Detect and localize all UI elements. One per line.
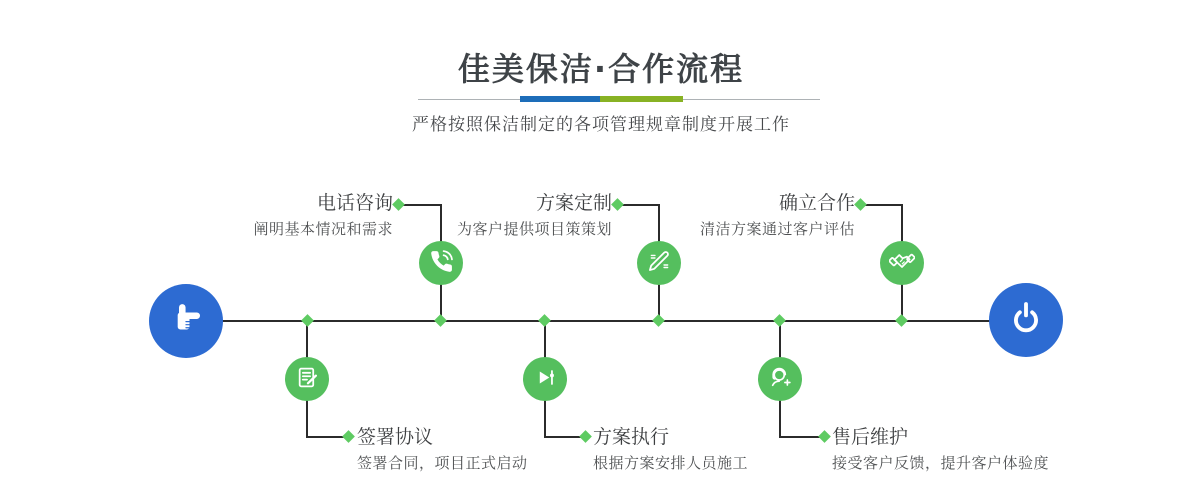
timeline-end-node bbox=[989, 283, 1063, 357]
label-diamond bbox=[392, 198, 405, 211]
junction-diamond bbox=[895, 314, 908, 327]
step-icon-circle bbox=[880, 241, 924, 285]
step-description: 接受客户反馈，提升客户体验度 bbox=[832, 454, 1050, 472]
page-title: 佳美保洁·合作流程 bbox=[457, 50, 745, 88]
step-block-plan-execution bbox=[593, 426, 748, 473]
connector-stub bbox=[399, 204, 441, 206]
title-divider-green-segment bbox=[600, 96, 683, 102]
step-block-plan-customize bbox=[457, 192, 612, 239]
step-icon-circle bbox=[419, 241, 463, 285]
step-label: 方案定制 bbox=[535, 192, 612, 214]
step-label: 售后维护 bbox=[832, 426, 909, 448]
step-block-sign-agreement bbox=[357, 426, 528, 473]
step-label: 签署协议 bbox=[357, 426, 434, 448]
handshake-icon bbox=[889, 248, 915, 278]
junction-diamond bbox=[301, 314, 314, 327]
timeline-start-node bbox=[149, 284, 223, 358]
step-label: 电话咨询 bbox=[316, 192, 393, 214]
step-description: 根据方案安排人员施工 bbox=[593, 454, 749, 472]
step-description: 清洁方案通过客户评估 bbox=[699, 220, 855, 238]
play-slider-icon bbox=[533, 365, 558, 394]
power-icon bbox=[1005, 297, 1047, 343]
junction-diamond bbox=[652, 314, 665, 327]
connector-stub bbox=[618, 204, 659, 206]
title-divider-blue-segment bbox=[520, 96, 600, 102]
step-block-aftersales-maintenance bbox=[832, 426, 1049, 473]
step-label: 确立合作 bbox=[778, 192, 855, 214]
step-icon-circle bbox=[523, 357, 567, 401]
step-icon-circle bbox=[285, 357, 329, 401]
step-description: 为客户提供项目策策划 bbox=[456, 220, 612, 238]
step-label: 方案执行 bbox=[593, 426, 670, 448]
hand-pointing-right-icon bbox=[165, 298, 207, 344]
label-diamond bbox=[342, 430, 355, 443]
junction-diamond bbox=[434, 314, 447, 327]
junction-diamond bbox=[538, 314, 551, 327]
step-block-establish-cooperation bbox=[700, 192, 855, 239]
pencil-icon bbox=[647, 249, 672, 278]
label-diamond bbox=[854, 198, 867, 211]
label-diamond bbox=[611, 198, 624, 211]
customer-service-icon bbox=[768, 365, 793, 394]
contract-icon bbox=[295, 365, 320, 394]
step-block-phone-consult bbox=[253, 192, 393, 239]
step-description: 签署合同，项目正式启动 bbox=[357, 454, 528, 472]
step-icon-circle bbox=[758, 357, 802, 401]
junction-diamond bbox=[773, 314, 786, 327]
page-subtitle: 严格按照保洁制定的各项管理规章制度开展工作 bbox=[412, 115, 790, 135]
step-description: 阐明基本情况和需求 bbox=[253, 220, 393, 238]
phone-icon bbox=[429, 249, 454, 278]
connector-stub bbox=[861, 204, 902, 206]
label-diamond bbox=[579, 430, 592, 443]
label-diamond bbox=[818, 430, 831, 443]
step-icon-circle bbox=[637, 241, 681, 285]
